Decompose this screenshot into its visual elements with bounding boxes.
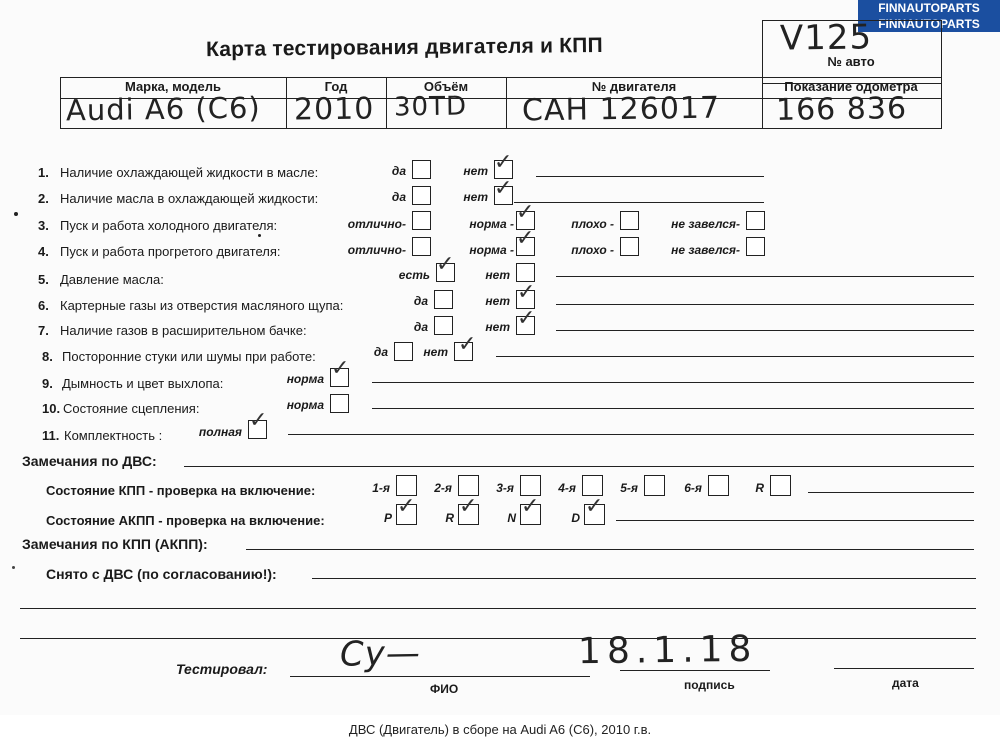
item-3-label: Пуск и работа холодного двигателя: (60, 218, 278, 233)
item-6-opt-yes: да (413, 294, 428, 308)
value-odometer: 166 836 (775, 91, 908, 128)
item-2-note-line (514, 202, 764, 203)
item-4-nostart-checkbox[interactable] (746, 237, 765, 256)
item-7-label: Наличие газов в расширительном бачке: (60, 323, 307, 338)
remarks-kpp-line (246, 549, 974, 550)
item-1-note-line (536, 176, 764, 177)
header-col-engine-number: № двигателя (591, 79, 677, 94)
checkmark-icon: ✓ (517, 306, 536, 331)
item-1-opt-yes: да (391, 164, 406, 178)
item-8-label: Посторонние стуки или шумы при работе: (62, 349, 316, 364)
akpp-gear-d: D (571, 511, 580, 525)
sign-label: подпись (684, 678, 735, 692)
item-4-label: Пуск и работа прогретого двигателя: (60, 244, 281, 259)
item-4-opt-excellent: отлично- (347, 243, 406, 257)
scan-dot (12, 566, 15, 569)
checkmark-icon: ✓ (436, 252, 455, 277)
item-5-opt-yes: есть (398, 268, 430, 282)
value-year: 2010 (293, 91, 375, 128)
checkmark-icon: ✓ (585, 494, 604, 519)
date-line (834, 668, 974, 669)
item-10-note-line (372, 408, 974, 409)
kpp-gear-3: 3-я (496, 481, 514, 495)
kpp-gear-1-checkbox[interactable] (396, 475, 417, 496)
kpp-gear-2: 2-я (434, 481, 452, 495)
test-date: 18.1.18 (577, 628, 758, 673)
akpp-gear-p: P (383, 511, 392, 525)
scan-dot (14, 212, 18, 216)
remarks-kpp-label: Замечания по КПП (АКПП): (22, 536, 208, 552)
item-3-opt-nostart: не завелся- (671, 217, 740, 231)
checkmark-icon: ✓ (516, 200, 535, 225)
item-6-opt-no: нет (485, 294, 510, 308)
page-title: Карта тестирования двигателя и КПП (205, 33, 603, 62)
kpp-gear-5-checkbox[interactable] (644, 475, 665, 496)
item-9-number: 9. (42, 376, 53, 391)
kpp-gear-1: 1-я (372, 481, 390, 495)
item-7-number: 7. (38, 323, 49, 338)
item-10-number: 10. (42, 401, 61, 416)
item-3-opt-normal: норма - (469, 217, 514, 231)
kpp-gear-r-checkbox[interactable] (770, 475, 791, 496)
kpp-gear-3-checkbox[interactable] (520, 475, 541, 496)
item-6-note-line (556, 304, 974, 305)
divider (386, 77, 387, 128)
sign-line (620, 670, 770, 671)
divider (762, 77, 763, 128)
checkmark-icon: ✓ (459, 494, 478, 519)
item-4-excellent-checkbox[interactable] (412, 237, 431, 256)
removed-label: Снято с ДВС (по согласованию!): (46, 566, 277, 582)
item-9-note-line (372, 382, 974, 383)
tested-by-label: Тестировал: (176, 661, 268, 677)
akpp-gear-r: R (445, 511, 454, 525)
item-6-number: 6. (38, 298, 49, 313)
item-4-number: 4. (38, 244, 49, 259)
item-7-yes-checkbox[interactable] (434, 316, 453, 335)
item-4-opt-nostart: не завелся- (671, 243, 740, 257)
kpp-gear-r: R (755, 481, 764, 495)
item-7-opt-yes: да (413, 320, 428, 334)
item-1-yes-checkbox[interactable] (412, 160, 431, 179)
item-1-opt-no: нет (463, 164, 488, 178)
item-11-label: Комплектность : (64, 428, 163, 443)
kpp-gear-2-checkbox[interactable] (458, 475, 479, 496)
kpp-note-line (808, 492, 974, 493)
checkmark-icon: ✓ (521, 494, 540, 519)
kpp-label: Состояние КПП - проверка на включение: (46, 483, 316, 498)
item-3-nostart-checkbox[interactable] (746, 211, 765, 230)
item-3-opt-excellent: отлично- (347, 217, 406, 231)
item-3-opt-bad: плохо - (571, 217, 614, 231)
removed-line-3 (20, 638, 976, 639)
kpp-gear-4: 4-я (558, 481, 576, 495)
value-volume: 30TD (393, 91, 468, 123)
remarks-engine-line (184, 466, 974, 467)
kpp-gear-5: 5-я (620, 481, 638, 495)
item-3-bad-checkbox[interactable] (620, 211, 639, 230)
akpp-label: Состояние АКПП - проверка на включение: (46, 513, 325, 528)
item-4-bad-checkbox[interactable] (620, 237, 639, 256)
item-10-opt-normal: норма (286, 398, 324, 412)
checkmark-icon: ✓ (516, 226, 535, 251)
header-col-year: Год (324, 79, 348, 94)
item-11-number: 11. (42, 428, 60, 443)
divider (506, 77, 507, 128)
item-3-excellent-checkbox[interactable] (412, 211, 431, 230)
item-5-opt-no: нет (485, 268, 510, 282)
checkmark-icon: ✓ (331, 356, 350, 381)
kpp-gear-6-checkbox[interactable] (708, 475, 729, 496)
item-5-note-line (556, 276, 974, 277)
kpp-gear-4-checkbox[interactable] (582, 475, 603, 496)
item-11-opt-full: полная (198, 425, 242, 439)
item-8-note-line (496, 356, 974, 357)
akpp-note-line (616, 520, 974, 521)
item-3-number: 3. (38, 218, 49, 233)
watermark-line-2: FINNAUTOPARTS (878, 17, 980, 31)
item-1-number: 1. (38, 165, 49, 180)
value-model: Audi A6 (C6) (65, 90, 261, 128)
checkmark-icon: ✓ (458, 332, 477, 357)
checkmark-icon: ✓ (249, 408, 268, 433)
item-8-opt-yes: да (373, 345, 388, 359)
item-7-note-line (556, 330, 974, 331)
item-9-opt-normal: норма (286, 372, 324, 386)
header-col-odometer: Показание одометра (784, 79, 918, 94)
checkmark-icon: ✓ (494, 176, 513, 201)
item-6-yes-checkbox[interactable] (434, 290, 453, 309)
item-10-label: Состояние сцепления: (63, 401, 200, 416)
item-6-label: Картерные газы из отверстия масляного щупа: (60, 298, 344, 313)
item-7-opt-no: нет (485, 320, 510, 334)
item-8-opt-no: нет (423, 345, 448, 359)
item-5-number: 5. (38, 272, 49, 287)
checkmark-icon: ✓ (517, 280, 536, 305)
header-col-volume: Объём (423, 79, 469, 94)
remarks-engine-label: Замечания по ДВС: (22, 453, 157, 469)
removed-line-1 (312, 578, 976, 579)
item-9-label: Дымность и цвет выхлопа: (62, 376, 224, 391)
fio-label: ФИО (430, 682, 459, 696)
item-4-opt-bad: плохо - (571, 243, 614, 257)
item-8-number: 8. (42, 349, 53, 364)
kpp-gear-6: 6-я (684, 481, 702, 495)
item-1-label: Наличие охлаждающей жидкости в масле: (60, 165, 319, 180)
item-2-label: Наличие масла в охлаждающей жидкости: (60, 191, 319, 206)
value-engine-number: CAH 126017 (521, 90, 721, 129)
item-2-number: 2. (38, 191, 49, 206)
akpp-gear-n: N (507, 511, 516, 525)
item-11-note-line (288, 434, 974, 435)
item-4-opt-normal: норма - (469, 243, 514, 257)
divider (286, 77, 287, 128)
checkmark-icon: ✓ (397, 494, 416, 519)
scan-dot (258, 234, 261, 237)
checkmark-icon: ✓ (494, 150, 513, 175)
signature: Су— (339, 633, 422, 675)
item-2-yes-checkbox[interactable] (412, 186, 431, 205)
removed-line-2 (20, 608, 976, 609)
fio-line (290, 676, 590, 677)
item-2-opt-yes: да (391, 190, 406, 204)
plate-number: V125 (779, 17, 873, 59)
item-2-opt-no: нет (463, 190, 488, 204)
photo-caption: ДВС (Двигатель) в сборе на Audi A6 (C6), 2010 г.в. (348, 722, 652, 737)
date-label: дата (892, 676, 919, 690)
item-10-normal-checkbox[interactable] (330, 394, 349, 413)
plate-label: № авто (827, 54, 875, 69)
watermark-line-1: FINNAUTOPARTS (878, 1, 980, 15)
header-col-model: Марка, модель (124, 79, 222, 94)
item-5-label: Давление масла: (60, 272, 164, 287)
